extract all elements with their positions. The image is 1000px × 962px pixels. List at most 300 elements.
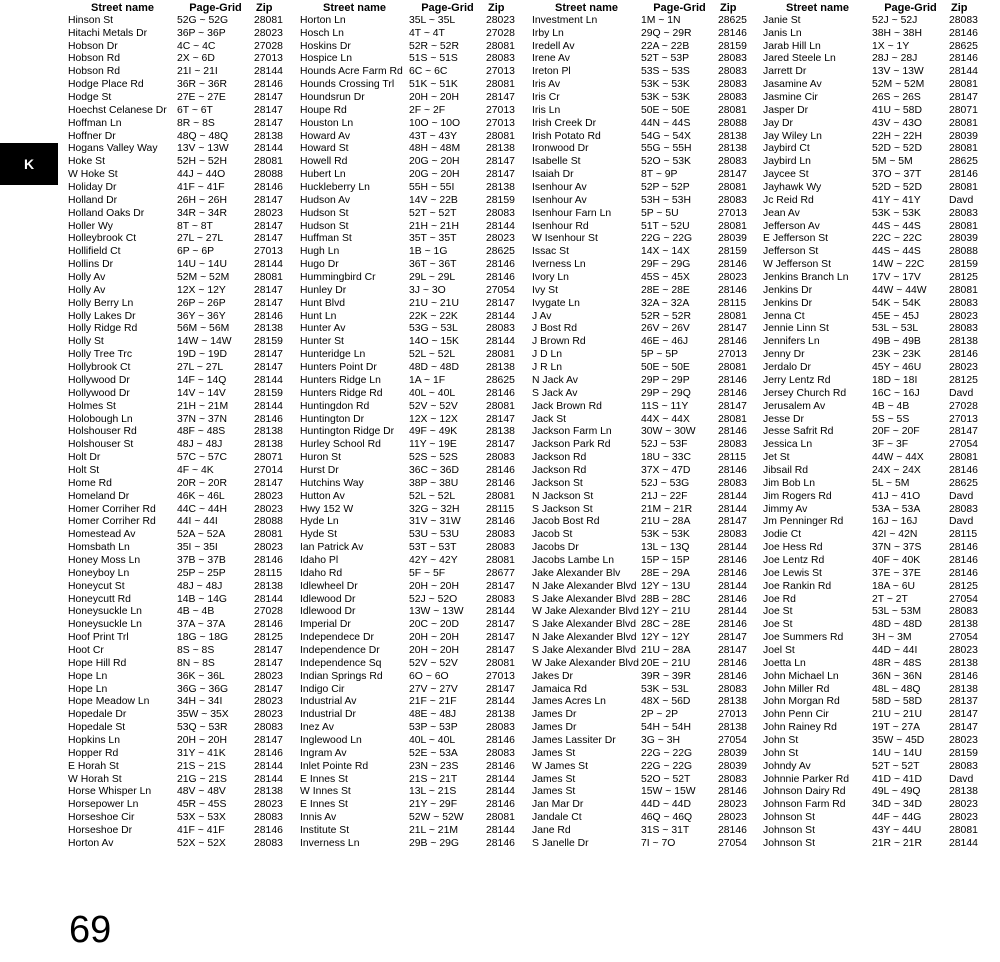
zip-code: 27054: [949, 632, 978, 644]
index-entry: [300, 619, 534, 632]
index-entry: [68, 555, 302, 568]
index-entry: [532, 285, 766, 298]
zip-code: 27028: [486, 27, 515, 39]
zip-code: 28083: [718, 66, 747, 78]
zip-code: 28625: [718, 14, 747, 26]
page-number: 69: [69, 909, 112, 951]
page-grid: 28C ~ 28E: [641, 619, 691, 631]
index-entry: [68, 774, 302, 787]
street-name: Isabelle St: [532, 156, 581, 168]
street-name: N Jake Alexander Blvd: [532, 580, 637, 592]
zip-code: 28146: [254, 619, 283, 631]
page-grid: 29Q ~ 29R: [641, 27, 692, 39]
zip-code: 28159: [949, 259, 978, 271]
index-entry: [532, 581, 766, 594]
street-name: Isenhour Rd: [532, 220, 589, 232]
street-name: Issac St: [532, 246, 569, 258]
page-grid: 27V ~ 27V: [409, 683, 458, 695]
street-name: Jacob St: [532, 529, 573, 541]
street-name-header: Street name: [786, 2, 849, 14]
page-grid: 48V ~ 48V: [177, 786, 226, 798]
index-entry: [763, 504, 997, 517]
page-grid: 21S ~ 21T: [409, 773, 458, 785]
zip-code: 28146: [486, 259, 515, 271]
zip-code: 28146: [254, 310, 283, 322]
index-entry: [300, 169, 534, 182]
zip-code: 28144: [254, 773, 283, 785]
index-entry: [532, 761, 766, 774]
index-entry: [300, 799, 534, 812]
page-grid-header: Page-Grid: [653, 2, 706, 14]
index-entry: [763, 79, 997, 92]
street-name: John Penn Cir: [763, 709, 829, 721]
page-grid: 22G ~ 22G: [641, 760, 693, 772]
page-grid: 37X ~ 47D: [641, 464, 691, 476]
page-grid: 22G ~ 22G: [641, 747, 693, 759]
street-name: Holler Wy: [68, 220, 113, 232]
page-grid: 52J ~ 52O: [409, 593, 458, 605]
street-name: Jimmy Av: [763, 503, 808, 515]
street-name: James St: [532, 773, 576, 785]
street-name: Inverness Ln: [300, 837, 360, 849]
page-grid: 36N ~ 36N: [872, 670, 922, 682]
page-grid: 43V ~ 43O: [872, 117, 922, 129]
street-name: Hummingbird Cr: [300, 272, 376, 284]
page-grid: 44X ~ 44X: [641, 413, 690, 425]
index-entry: [68, 182, 302, 195]
street-name: James Acres Ln: [532, 696, 606, 708]
street-name: Johndy Av: [763, 760, 811, 772]
index-entry: [763, 516, 997, 529]
zip-code: 27013: [254, 246, 283, 258]
page-grid: 48J ~ 48J: [177, 580, 223, 592]
street-name: James St: [532, 786, 576, 798]
index-entry: [532, 594, 766, 607]
zip-code: 28023: [254, 542, 283, 554]
street-name: Jackson St: [532, 477, 583, 489]
page-grid: 19D ~ 19D: [177, 349, 227, 361]
index-entry: [532, 696, 766, 709]
index-entry: [300, 131, 534, 144]
index-entry: [763, 28, 997, 41]
page-grid: 5S ~ 5S: [872, 413, 910, 425]
zip-code: 28625: [486, 246, 515, 258]
index-entry: [68, 684, 302, 697]
page-grid: 44N ~ 44S: [641, 117, 691, 129]
street-name: Jim Bob Ln: [763, 477, 815, 489]
street-name: Jaybird Ln: [763, 156, 811, 168]
page-grid: 22G ~ 22G: [641, 233, 693, 245]
street-name: Ivory Ln: [532, 272, 569, 284]
index-entry: [763, 41, 997, 54]
zip-code: 28146: [718, 670, 747, 682]
zip-code: 27013: [718, 709, 747, 721]
street-name: Hoechst Celanese Dr: [68, 104, 167, 116]
zip-code: 28083: [718, 194, 747, 206]
index-entry: [763, 362, 997, 375]
zip-code: 28081: [949, 284, 978, 296]
street-name: Jared Steele Ln: [763, 53, 836, 65]
zip-code: 28083: [486, 323, 515, 335]
index-entry: [763, 53, 997, 66]
zip-code: 28138: [486, 709, 515, 721]
index-entry: [68, 131, 302, 144]
street-name: Jake Alexander Blv: [532, 567, 621, 579]
index-entry: [300, 542, 534, 555]
page-grid: 12Y ~ 21U: [641, 606, 691, 618]
index-entry: [532, 774, 766, 787]
zip-code: 27013: [486, 66, 515, 78]
street-name: Joe St: [763, 606, 793, 618]
street-name: Ian Patrick Av: [300, 542, 364, 554]
street-name: Holshouser St: [68, 439, 134, 451]
index-entry: [532, 671, 766, 684]
street-name: Jack Brown Rd: [532, 400, 602, 412]
zip-code: 28023: [254, 709, 283, 721]
zip-code: 27013: [718, 349, 747, 361]
page-grid: 44F ~ 44G: [872, 812, 922, 824]
page-grid: 58D ~ 58D: [872, 696, 922, 708]
index-entry: [68, 645, 302, 658]
page-grid: 2F ~ 2F: [409, 104, 446, 116]
street-name: Hudson St: [300, 220, 349, 232]
index-entry: [300, 478, 534, 491]
street-name: James Lassiter Dr: [532, 734, 616, 746]
street-name: S Jackson St: [532, 503, 593, 515]
street-name: Hunter Av: [300, 323, 346, 335]
zip-code: 28147: [486, 439, 515, 451]
zip-code: 28138: [949, 336, 978, 348]
page-grid: 13W ~ 13W: [409, 606, 464, 618]
zip-code: 28625: [949, 156, 978, 168]
index-entry: [300, 53, 534, 66]
street-name: Hollins Dr: [68, 259, 114, 271]
street-name: Jibsail Rd: [763, 464, 809, 476]
zip-code: 28144: [254, 760, 283, 772]
page-grid: 21U ~ 21U: [872, 709, 922, 721]
index-entry: [68, 143, 302, 156]
page-grid: 54K ~ 54K: [872, 297, 921, 309]
page-grid: 2T ~ 2T: [872, 593, 908, 605]
index-entry: [532, 66, 766, 79]
street-name: Hurley School Rd: [300, 439, 381, 451]
street-name: Hobson Rd: [68, 53, 120, 65]
index-entry: [300, 671, 534, 684]
zip-code: 28039: [718, 233, 747, 245]
page-grid: 46E ~ 46J: [641, 336, 689, 348]
zip-code: 27028: [254, 606, 283, 618]
index-column: [68, 2, 302, 851]
zip-code: 28146: [486, 387, 515, 399]
index-entry: [763, 632, 997, 645]
page-grid: 13V ~ 13W: [872, 66, 924, 78]
zip-code: 28146: [486, 799, 515, 811]
index-entry: [763, 838, 997, 851]
street-name: Hobson Rd: [68, 66, 120, 78]
page-grid: 14V ~ 22B: [409, 194, 458, 206]
zip-code: Davd: [949, 194, 974, 206]
zip-code: 28144: [254, 143, 283, 155]
index-entry: [68, 838, 302, 851]
street-name: John Rainey Rd: [763, 722, 837, 734]
index-entry: [68, 825, 302, 838]
page-grid: 21I ~ 21I: [177, 66, 218, 78]
zip-code: 28083: [486, 593, 515, 605]
street-name: Jc Reid Rd: [763, 194, 814, 206]
street-name: Hopkins Ln: [68, 734, 120, 746]
index-entry: [68, 632, 302, 645]
street-name: Jackson Park Rd: [532, 439, 611, 451]
index-entry: [300, 414, 534, 427]
page-grid: 46Q ~ 46Q: [641, 812, 693, 824]
index-entry: [532, 143, 766, 156]
street-name: J R Ln: [532, 362, 563, 374]
zip-code: 28125: [949, 272, 978, 284]
page-grid: 42I ~ 42N: [872, 529, 918, 541]
page-grid: 41Y ~ 41Y: [872, 194, 921, 206]
index-column: [763, 2, 997, 851]
street-name: Joe Summers Rd: [763, 632, 844, 644]
index-entry: [763, 529, 997, 542]
index-entry: [763, 118, 997, 131]
page-grid: 53L ~ 53M: [872, 606, 922, 618]
index-entry: [68, 388, 302, 401]
index-entry: [300, 748, 534, 761]
index-entry: [300, 259, 534, 272]
page-grid: 48D ~ 48D: [872, 619, 922, 631]
street-name: Holleybrook Ct: [68, 233, 137, 245]
street-name: Ivygate Ln: [532, 297, 580, 309]
zip-code: 28083: [949, 606, 978, 618]
index-entry: [763, 15, 997, 28]
index-entry: [300, 323, 534, 336]
index-entry: [532, 195, 766, 208]
page-grid: 52D ~ 52D: [872, 143, 922, 155]
street-name: Hitachi Metals Dr: [68, 27, 148, 39]
page-grid: 23N ~ 23S: [409, 760, 459, 772]
index-entry: [532, 388, 766, 401]
page-grid: 36K ~ 36L: [177, 670, 225, 682]
page-grid: 53K ~ 53K: [641, 79, 690, 91]
page-grid: 52R ~ 52R: [409, 40, 459, 52]
zip-code: 28138: [949, 683, 978, 695]
street-name: Hurst Dr: [300, 464, 339, 476]
index-entry: [763, 414, 997, 427]
street-name: John St: [763, 747, 799, 759]
page-grid: 2P ~ 2P: [641, 709, 679, 721]
street-name: Hugh Ln: [300, 246, 340, 258]
page-grid: 12Y ~ 13U: [641, 580, 691, 592]
zip-code: 28138: [254, 786, 283, 798]
zip-code: 28115: [254, 567, 283, 579]
street-name: Home Rd: [68, 477, 112, 489]
zip-code: 28146: [254, 825, 283, 836]
street-name: J Bost Rd: [532, 323, 578, 335]
street-name: Jaycee St: [763, 169, 809, 181]
street-name: John Morgan Rd: [763, 696, 840, 708]
street-name: Homer Corriher Rd: [68, 503, 156, 515]
page-grid: 36T ~ 36T: [409, 259, 457, 271]
index-entry: [763, 452, 997, 465]
street-name: Ingram Av: [300, 747, 347, 759]
page-grid: 52M ~ 52M: [177, 272, 230, 284]
zip-code: 28147: [718, 400, 747, 412]
index-entry: [68, 349, 302, 362]
page-grid: 41F ~ 41F: [177, 182, 225, 194]
index-entry: [300, 362, 534, 375]
index-entry: [300, 812, 534, 825]
street-name: Huron St: [300, 452, 342, 464]
index-entry: [68, 362, 302, 375]
index-entry: [68, 156, 302, 169]
page-grid: 45R ~ 45S: [177, 799, 227, 811]
page-grid: 37E ~ 37E: [872, 567, 921, 579]
index-entry: [300, 15, 534, 28]
page-grid: 21L ~ 21M: [409, 825, 459, 836]
page-grid: 8N ~ 8S: [177, 657, 215, 669]
zip-code: 28083: [949, 14, 978, 26]
page-grid: 14U ~ 14U: [177, 259, 227, 271]
page-grid: 13L ~ 21S: [409, 786, 457, 798]
street-name: Innis Av: [300, 812, 337, 824]
index-entry: [300, 28, 534, 41]
zip-code: 28146: [486, 837, 515, 849]
zip-code: 28039: [949, 130, 978, 142]
street-name: Hogans Valley Way: [68, 143, 158, 155]
zip-code: 28144: [949, 66, 978, 78]
page-grid: 52S ~ 52S: [409, 452, 458, 464]
index-entry: [68, 761, 302, 774]
street-name: Hunley Dr: [300, 284, 347, 296]
street-name: Indian Springs Rd: [300, 670, 383, 682]
page-grid: 52X ~ 52X: [177, 837, 226, 849]
zip-header: Zip: [488, 2, 505, 14]
page-grid: 13V ~ 13W: [177, 143, 229, 155]
index-entry: [532, 529, 766, 542]
page-grid: 52L ~ 52L: [409, 490, 456, 502]
page-grid: 49F ~ 49K: [409, 426, 458, 438]
page-grid: 44C ~ 44H: [177, 503, 227, 515]
index-entry: [532, 555, 766, 568]
index-entry: [300, 465, 534, 478]
street-name: Joe Rankin Rd: [763, 580, 832, 592]
index-entry: [68, 118, 302, 131]
index-entry: [763, 311, 997, 324]
index-entry: [68, 748, 302, 761]
zip-code: 28138: [718, 130, 747, 142]
page-grid: 53A ~ 53A: [872, 503, 921, 515]
index-entry: [763, 594, 997, 607]
index-entry: [68, 786, 302, 799]
page-grid: 23K ~ 23K: [872, 349, 921, 361]
zip-code: 28115: [949, 529, 978, 541]
page-grid: 21G ~ 21S: [177, 773, 227, 785]
page-grid-header: Page-Grid: [189, 2, 242, 14]
zip-code: 27014: [254, 464, 283, 476]
zip-code: 28147: [949, 722, 978, 734]
page-grid: 55H ~ 55I: [409, 182, 455, 194]
street-name: W Jefferson St: [763, 259, 831, 271]
index-entry: [300, 336, 534, 349]
zip-code: 28125: [254, 632, 283, 644]
street-name: Holly Lakes Dr: [68, 310, 136, 322]
index-entry: [300, 658, 534, 671]
page-grid: 14F ~ 14Q: [177, 374, 227, 386]
zip-code: 28144: [486, 696, 515, 708]
index-entry: [532, 311, 766, 324]
page-grid: 52R ~ 52R: [641, 310, 691, 322]
page-grid: 38H ~ 38H: [872, 27, 922, 39]
page-grid: 44D ~ 44I: [872, 644, 918, 656]
index-entry: [532, 516, 766, 529]
page-grid: 1A ~ 1F: [409, 374, 446, 386]
street-name: Johnnie Parker Rd: [763, 773, 850, 785]
page-grid: 20H ~ 20H: [409, 632, 459, 644]
street-name: Jim Rogers Rd: [763, 490, 832, 502]
street-name: W Isenhour St: [532, 233, 598, 245]
zip-code: 28159: [486, 194, 515, 206]
index-entry: [68, 568, 302, 581]
page-grid: 20E ~ 21U: [641, 657, 691, 669]
page-grid: 55G ~ 55H: [641, 143, 692, 155]
zip-code: 28146: [718, 336, 747, 348]
zip-code: 28081: [949, 182, 978, 194]
street-name: J Av: [532, 310, 552, 322]
index-entry: [300, 143, 534, 156]
page-grid: 34H ~ 34I: [177, 696, 223, 708]
index-entry: [532, 606, 766, 619]
index-entry: [532, 735, 766, 748]
index-entry: [532, 28, 766, 41]
zip-code: 28138: [486, 143, 515, 155]
zip-code: 28147: [718, 169, 747, 181]
zip-code: 28023: [949, 644, 978, 656]
street-name: Indigo Cir: [300, 683, 345, 695]
page-grid: 52P ~ 52P: [641, 182, 690, 194]
street-name: Holly Berry Ln: [68, 297, 134, 309]
page-grid: 6P ~ 6P: [177, 246, 215, 258]
zip-code: 28023: [949, 734, 978, 746]
index-entry: [763, 336, 997, 349]
page-grid: 45Y ~ 46U: [872, 362, 922, 374]
page-grid: 48H ~ 48M: [409, 143, 461, 155]
page-grid: 34R ~ 34R: [177, 207, 227, 219]
street-name: Holshouser Rd: [68, 426, 137, 438]
zip-code: 27013: [486, 670, 515, 682]
zip-code: 28083: [718, 156, 747, 168]
zip-code: 28083: [486, 542, 515, 554]
zip-code: 28083: [718, 79, 747, 91]
zip-code: 27054: [718, 734, 747, 746]
zip-code: 28146: [486, 760, 515, 772]
zip-code: 28146: [718, 426, 747, 438]
zip-code: 28159: [718, 40, 747, 52]
zip-code: 28083: [718, 92, 747, 104]
page-grid: 51T ~ 52U: [641, 220, 690, 232]
index-entry: [300, 606, 534, 619]
zip-code: 28081: [949, 79, 978, 91]
page-grid: 4F ~ 4K: [177, 464, 214, 476]
page-grid: 44D ~ 44D: [641, 799, 691, 811]
street-name: Jefferson Av: [763, 220, 820, 232]
street-name: Iris Av: [532, 79, 561, 91]
zip-code: 28147: [254, 644, 283, 656]
zip-code: 28146: [718, 825, 747, 836]
zip-code: 28146: [718, 374, 747, 386]
index-entry: [68, 491, 302, 504]
zip-code: 28081: [486, 812, 515, 824]
street-name: Houston Ln: [300, 117, 354, 129]
